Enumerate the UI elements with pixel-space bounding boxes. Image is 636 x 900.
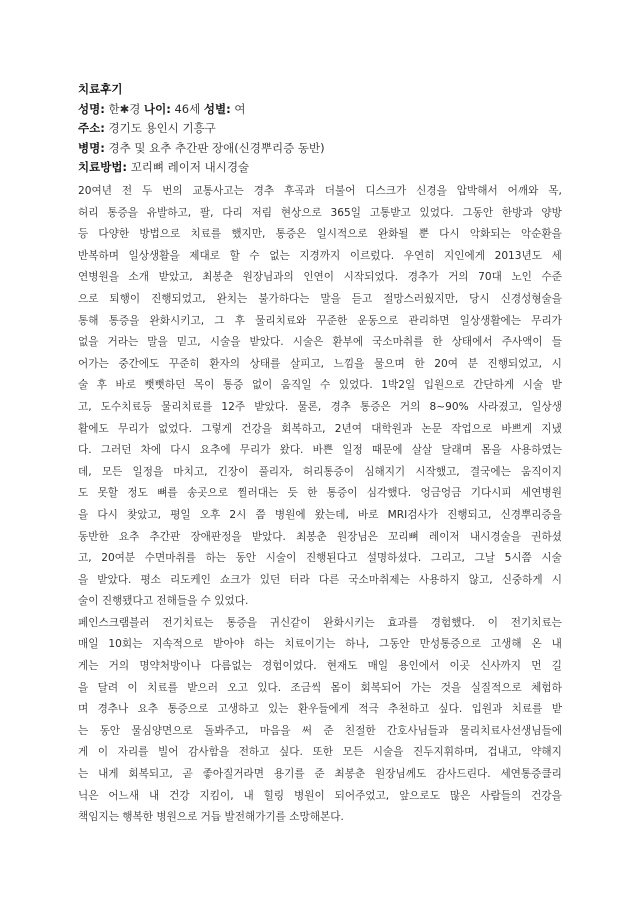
text-line: 며 경추나 요추 통증으로 고생하고 있는 환우들에게 적극 추천하고 싶다. 입원과 치료를 받 [78,703,562,716]
name-value: 한✱경 [108,101,141,116]
text-line: 을 받았다. 평소 리도케인 쇼크가 있던 터라 다른 국소마취제는 사용하지 않고, 신중하게 시 [78,573,562,586]
text-line: 허리 통증을 유발하고, 팔, 다리 저림 현상으로 365일 고통받고 있었다. 그동안 한방과 양방 [78,206,562,219]
age-value: 46세 [174,101,201,116]
text-line: 동반한 요추 추간판 장애판정을 받았다. 최봉춘 원장님은 꼬리뼈 레이저 내시경술을 권하셨 [78,530,562,543]
text-line: 연병원을 소개 받았고, 최봉춘 원장님과의 인연이 시작되었다. 경추가 거의 70대 노인 수준 [78,271,562,284]
patient-identity-line [78,100,558,120]
text-line: 어가는 중간에도 꾸준히 환자의 상태를 살피고, 느낌을 물으며 한 20여 분 진행되었고, 시 [78,357,562,370]
text-line: 통해 통증을 완화시키고, 그 후 물리치료와 꾸준한 운동으로 관리하면 일상생활에는 무리가 [78,314,562,327]
text-line: 게는 거의 명약처방이나 다름없는 경험이었다. 현재도 매일 용인에서 이곳 신사까지 먼 길 [78,660,562,673]
patient-info-header [78,80,558,178]
gender-value: 여 [234,101,246,116]
text-line: 20여년 전 두 번의 교통사고는 경추 후곡과 더불어 디스크가 신경을 압박해서 어깨와 목, [78,185,562,197]
text-line: 게 이 자리를 빌어 감사함을 전하고 싶다. 또한 모든 시술을 진두지휘하며, 겁내고, 약해지 [78,746,562,759]
text-line: 책임지는 행복한 병원으로 거듭 발전해가기를 소망해본다. [78,811,344,824]
text-line: 는 내게 회복되고, 곧 좋아질거라면 용기를 준 최봉춘 원장님께도 감사드린다. 세연통증클리 [78,768,562,781]
text-line: 없을 거라는 말을 믿고, 시술을 받았다. 시술은 환부에 국소마취를 한 상태에서 주사액이 들 [78,336,562,349]
document-title: 치료후기 [78,82,123,96]
text-line: 술 후 바로 뻣뻣하던 목이 통증 없이 움직일 수 있었다. 1박2일 입원으로 간단하게 시술 받 [78,379,562,392]
treatment-line [78,158,558,178]
text-line: 닉은 어느새 내 건강 지킴이, 내 힐링 병원이 되어주었고, 앞으로도 많은 사람들의 건강을 [78,789,562,802]
text-line: 활에도 무리가 없었다. 그렇게 건강을 회복하고, 2년여 대학원과 논문 작업으로 바쁘게 지냈 [78,422,562,435]
text-line: 반복하며 일상생활을 제대로 할 수 없는 지경까지 이르렀다. 우연히 지인에게 2013년도 세 [78,249,562,262]
address-value: 경기도 용인시 기흥구 [108,121,216,135]
address-line [78,119,558,139]
text-line: 는 동안 물심양면으로 돌봐주고, 마음을 써 준 친절한 간호사님들과 물리치료사선생님들에 [78,724,562,737]
diagnosis-value: 경추 및 요추 추간판 장애(신경뿌리증 동반) [108,140,325,155]
text-line: 페인스크램블러 전기치료는 통증을 귀신같이 완화시키는 효과를 경험했다. 이 전기치료는 [78,616,562,629]
address-label: 주소: [78,121,105,135]
text-line: 고, 20여분 수면마취를 하는 동안 시술이 진행된다고 설명하셨다. 그리고, 그날 5시쯤 시술 [78,552,562,565]
text-line: 데, 모든 일정을 마치고, 긴장이 풀리자, 허리통증이 심해지기 시작했고, 결국에는 움직이지 [78,465,562,478]
text-line: 을 달려 이 치료를 받으러 오고 있다. 조금씩 몸이 회복되어 가는 것을 실질적으로 체험하 [78,681,562,694]
gender-label: 성별: [203,101,231,116]
text-line: 술이 진행됐다고 전해들을 수 있었다. [78,595,249,608]
text-line: 고, 도수치료등 물리치료를 12주 받았다. 물론, 경추 통증은 거의 8~90% 사라졌고, 일상생 [78,400,562,413]
text-line: 매일 10회는 지속적으로 받아야 하는 치료이기는 하나, 그동안 만성통증으로 고생해 온 내 [78,638,562,651]
name-label: 성명: [78,101,105,116]
treatment-value: 꼬리뼈 레이저 내시경술 [130,160,250,174]
text-line: 도 못할 정도 뼈를 송곳으로 찔러대는 듯 한 통증이 심각했다. 엉금엉금 기다시피 세연병원 [78,487,562,500]
testimonial-body [78,181,562,829]
diagnosis-line [78,139,558,159]
age-label: 나이: [144,101,171,116]
diagnosis-label: 병명: [78,140,105,155]
treatment-label: 치료방법: [78,160,128,174]
text-line: 을 다시 찾았고, 평일 오후 2시 쯤 병원에 왔는데, 바로 MRI검사가 진행되고, 신경뿌리증을 [78,508,562,521]
text-line: 으로 퇴행이 진행되었고, 완치는 불가하다는 말을 듣고 절망스러웠지만, 당시 신경성형술을 [78,292,562,305]
text-line: 다. 그러던 차에 다시 요추에 무리가 왔다. 바쁜 일정 때문에 살살 달래며 몸을 사용하였는 [78,444,562,457]
text-line: 등 다양한 방법으로 치료를 했지만, 통증은 일시적으로 완화될 뿐 다시 악화되는 악순환을 [78,228,562,241]
